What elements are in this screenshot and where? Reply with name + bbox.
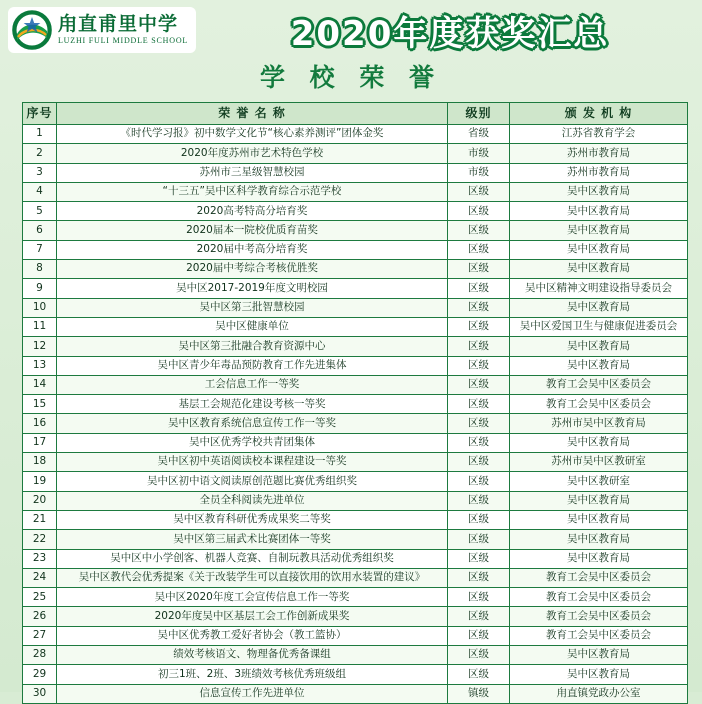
cell-no: 28 bbox=[23, 646, 57, 665]
cell-no: 11 bbox=[23, 317, 57, 336]
cell-no: 30 bbox=[23, 684, 57, 703]
table-row bbox=[23, 144, 688, 163]
cell-no: 20 bbox=[23, 491, 57, 510]
banner-title: 2020年度获奖汇总 bbox=[290, 13, 610, 54]
cell-org: 苏州市教育局 bbox=[510, 144, 688, 163]
cell-name: 吴中区第三批智慧校园 bbox=[57, 298, 448, 317]
table-row bbox=[23, 568, 688, 587]
banner bbox=[206, 7, 694, 53]
cell-name: 吴中区2017-2019年度文明校园 bbox=[57, 279, 448, 298]
table-row bbox=[23, 453, 688, 472]
cell-org: 吴中区精神文明建设指导委员会 bbox=[510, 279, 688, 298]
cell-org: 吴中区教育局 bbox=[510, 433, 688, 452]
page-header bbox=[0, 0, 702, 56]
awards-table bbox=[22, 102, 688, 704]
cell-org: 吴中区教育局 bbox=[510, 260, 688, 279]
cell-level: 区级 bbox=[448, 182, 510, 201]
table-body bbox=[23, 125, 688, 704]
cell-org: 吴中区教育局 bbox=[510, 298, 688, 317]
cell-org: 吴中区教育局 bbox=[510, 221, 688, 240]
school-emblem-icon bbox=[12, 10, 52, 50]
cell-no: 22 bbox=[23, 530, 57, 549]
cell-name: 2020届中考综合考核优胜奖 bbox=[57, 260, 448, 279]
cell-no: 10 bbox=[23, 298, 57, 317]
table-row bbox=[23, 395, 688, 414]
school-name-cn: 甪直甫里中学 bbox=[58, 12, 179, 35]
table-row bbox=[23, 163, 688, 182]
cell-name: 工会信息工作一等奖 bbox=[57, 375, 448, 394]
cell-no: 26 bbox=[23, 607, 57, 626]
cell-org: 吴中区教育局 bbox=[510, 240, 688, 259]
cell-name: “十三五”吴中区科学教育综合示范学校 bbox=[57, 182, 448, 201]
cell-name: 《时代学习报》初中数学文化节“核心素养测评”团体金奖 bbox=[57, 125, 448, 144]
cell-no: 3 bbox=[23, 163, 57, 182]
table-header bbox=[23, 103, 688, 125]
cell-org: 苏州市教育局 bbox=[510, 163, 688, 182]
cell-name: 吴中区教代会优秀提案《关于改装学生可以直接饮用的饮用水装置的建议》 bbox=[57, 568, 448, 587]
cell-no: 12 bbox=[23, 337, 57, 356]
cell-name: 吴中区第三届武术比赛团体一等奖 bbox=[57, 530, 448, 549]
table-row bbox=[23, 240, 688, 259]
cell-org: 吴中区教育局 bbox=[510, 182, 688, 201]
cell-no: 21 bbox=[23, 510, 57, 529]
section-title: 学 校 荣 誉 bbox=[259, 63, 443, 92]
cell-level: 市级 bbox=[448, 163, 510, 182]
cell-org: 吴中区教育局 bbox=[510, 337, 688, 356]
table-row bbox=[23, 549, 688, 568]
table-row bbox=[23, 626, 688, 645]
cell-name: 吴中区第三批融合教育资源中心 bbox=[57, 337, 448, 356]
table-header-row bbox=[23, 103, 688, 125]
table-row bbox=[23, 202, 688, 221]
cell-level: 区级 bbox=[448, 395, 510, 414]
school-logo bbox=[8, 7, 196, 53]
cell-org: 吴中区教育局 bbox=[510, 646, 688, 665]
cell-org: 吴中区教育局 bbox=[510, 549, 688, 568]
table-row bbox=[23, 221, 688, 240]
cell-level: 区级 bbox=[448, 375, 510, 394]
cell-level: 区级 bbox=[448, 588, 510, 607]
table-row bbox=[23, 337, 688, 356]
cell-org: 教育工会吴中区委员会 bbox=[510, 607, 688, 626]
cell-no: 16 bbox=[23, 414, 57, 433]
section-title-container bbox=[0, 56, 702, 102]
column-header-org: 颁 发 机 构 bbox=[510, 103, 688, 125]
cell-name: 吴中区教育科研优秀成果奖二等奖 bbox=[57, 510, 448, 529]
cell-name: 吴中区2020年度工会宣传信息工作一等奖 bbox=[57, 588, 448, 607]
cell-level: 区级 bbox=[448, 240, 510, 259]
table-row bbox=[23, 588, 688, 607]
table-row bbox=[23, 125, 688, 144]
table-row bbox=[23, 356, 688, 375]
table-row bbox=[23, 530, 688, 549]
cell-name: 初三1班、2班、3班绩效考核优秀班级组 bbox=[57, 665, 448, 684]
table-row bbox=[23, 182, 688, 201]
cell-level: 区级 bbox=[448, 202, 510, 221]
cell-name: 吴中区中小学创客、机器人竞赛、自制玩教具活动优秀组织奖 bbox=[57, 549, 448, 568]
cell-no: 27 bbox=[23, 626, 57, 645]
cell-org: 苏州市吴中区教育局 bbox=[510, 414, 688, 433]
cell-org: 江苏省教育学会 bbox=[510, 125, 688, 144]
cell-no: 6 bbox=[23, 221, 57, 240]
cell-org: 吴中区爱国卫生与健康促进委员会 bbox=[510, 317, 688, 336]
cell-no: 13 bbox=[23, 356, 57, 375]
table-row bbox=[23, 433, 688, 452]
cell-no: 19 bbox=[23, 472, 57, 491]
table-row bbox=[23, 607, 688, 626]
cell-org: 苏州市吴中区教研室 bbox=[510, 453, 688, 472]
cell-no: 4 bbox=[23, 182, 57, 201]
cell-level: 区级 bbox=[448, 510, 510, 529]
cell-name: 2020年度苏州市艺术特色学校 bbox=[57, 144, 448, 163]
cell-no: 23 bbox=[23, 549, 57, 568]
cell-level: 区级 bbox=[448, 279, 510, 298]
cell-level: 市级 bbox=[448, 144, 510, 163]
cell-level: 区级 bbox=[448, 221, 510, 240]
cell-name: 苏州市三星级智慧校园 bbox=[57, 163, 448, 182]
cell-name: 信息宣传工作先进单位 bbox=[57, 684, 448, 703]
cell-org: 教育工会吴中区委员会 bbox=[510, 588, 688, 607]
cell-org: 吴中区教育局 bbox=[510, 665, 688, 684]
cell-level: 区级 bbox=[448, 626, 510, 645]
cell-no: 17 bbox=[23, 433, 57, 452]
cell-org: 教育工会吴中区委员会 bbox=[510, 568, 688, 587]
cell-name: 吴中区初中语文阅读原创范题比赛优秀组织奖 bbox=[57, 472, 448, 491]
table-row bbox=[23, 317, 688, 336]
cell-level: 区级 bbox=[448, 317, 510, 336]
column-header-level: 级别 bbox=[448, 103, 510, 125]
table-row bbox=[23, 510, 688, 529]
cell-level: 区级 bbox=[448, 298, 510, 317]
cell-org: 吴中区教育局 bbox=[510, 530, 688, 549]
cell-no: 9 bbox=[23, 279, 57, 298]
cell-name: 2020届中考高分培育奖 bbox=[57, 240, 448, 259]
cell-no: 29 bbox=[23, 665, 57, 684]
cell-org: 吴中区教研室 bbox=[510, 472, 688, 491]
cell-org: 吴中区教育局 bbox=[510, 510, 688, 529]
column-header-no: 序号 bbox=[23, 103, 57, 125]
cell-name: 吴中区健康单位 bbox=[57, 317, 448, 336]
table-row bbox=[23, 491, 688, 510]
table-row bbox=[23, 279, 688, 298]
table-row bbox=[23, 414, 688, 433]
table-row bbox=[23, 260, 688, 279]
table-row bbox=[23, 646, 688, 665]
cell-name: 吴中区初中英语阅读校本课程建设一等奖 bbox=[57, 453, 448, 472]
cell-level: 区级 bbox=[448, 453, 510, 472]
cell-level: 区级 bbox=[448, 530, 510, 549]
cell-no: 24 bbox=[23, 568, 57, 587]
cell-org: 教育工会吴中区委员会 bbox=[510, 626, 688, 645]
cell-level: 区级 bbox=[448, 665, 510, 684]
cell-org: 吴中区教育局 bbox=[510, 356, 688, 375]
cell-name: 吴中区优秀学校共青团集体 bbox=[57, 433, 448, 452]
cell-no: 5 bbox=[23, 202, 57, 221]
cell-org: 吴中区教育局 bbox=[510, 202, 688, 221]
cell-name: 全员全科阅读先进单位 bbox=[57, 491, 448, 510]
cell-level: 区级 bbox=[448, 549, 510, 568]
cell-level: 区级 bbox=[448, 491, 510, 510]
cell-no: 7 bbox=[23, 240, 57, 259]
awards-table-container bbox=[0, 102, 702, 704]
cell-no: 1 bbox=[23, 125, 57, 144]
cell-no: 25 bbox=[23, 588, 57, 607]
cell-no: 15 bbox=[23, 395, 57, 414]
table-row bbox=[23, 665, 688, 684]
table-row bbox=[23, 298, 688, 317]
cell-name: 2020届本一院校优质育苗奖 bbox=[57, 221, 448, 240]
cell-level: 区级 bbox=[448, 568, 510, 587]
cell-level: 区级 bbox=[448, 646, 510, 665]
cell-org: 教育工会吴中区委员会 bbox=[510, 395, 688, 414]
cell-level: 区级 bbox=[448, 607, 510, 626]
cell-no: 18 bbox=[23, 453, 57, 472]
table-row bbox=[23, 472, 688, 491]
cell-level: 区级 bbox=[448, 337, 510, 356]
cell-no: 2 bbox=[23, 144, 57, 163]
cell-org: 吴中区教育局 bbox=[510, 491, 688, 510]
cell-level: 镇级 bbox=[448, 684, 510, 703]
cell-org: 教育工会吴中区委员会 bbox=[510, 375, 688, 394]
table-row bbox=[23, 684, 688, 703]
cell-name: 吴中区教育系统信息宣传工作一等奖 bbox=[57, 414, 448, 433]
cell-level: 省级 bbox=[448, 125, 510, 144]
cell-name: 2020年度吴中区基层工会工作创新成果奖 bbox=[57, 607, 448, 626]
cell-no: 8 bbox=[23, 260, 57, 279]
cell-no: 14 bbox=[23, 375, 57, 394]
column-header-name: 荣 誉 名 称 bbox=[57, 103, 448, 125]
cell-name: 绩效考核语文、物理备优秀备课组 bbox=[57, 646, 448, 665]
cell-name: 吴中区青少年毒品预防教育工作先进集体 bbox=[57, 356, 448, 375]
cell-level: 区级 bbox=[448, 472, 510, 491]
cell-level: 区级 bbox=[448, 433, 510, 452]
cell-level: 区级 bbox=[448, 414, 510, 433]
table-row bbox=[23, 375, 688, 394]
cell-level: 区级 bbox=[448, 356, 510, 375]
cell-level: 区级 bbox=[448, 260, 510, 279]
cell-name: 吴中区优秀教工爱好者协会（教工篮协） bbox=[57, 626, 448, 645]
school-logo-text bbox=[58, 12, 189, 45]
cell-name: 基层工会规范化建设考核一等奖 bbox=[57, 395, 448, 414]
cell-org: 甪直镇党政办公室 bbox=[510, 684, 688, 703]
cell-name: 2020高考特高分培育奖 bbox=[57, 202, 448, 221]
school-name-en: LUZHI FULI MIDDLE SCHOOL bbox=[58, 35, 189, 45]
